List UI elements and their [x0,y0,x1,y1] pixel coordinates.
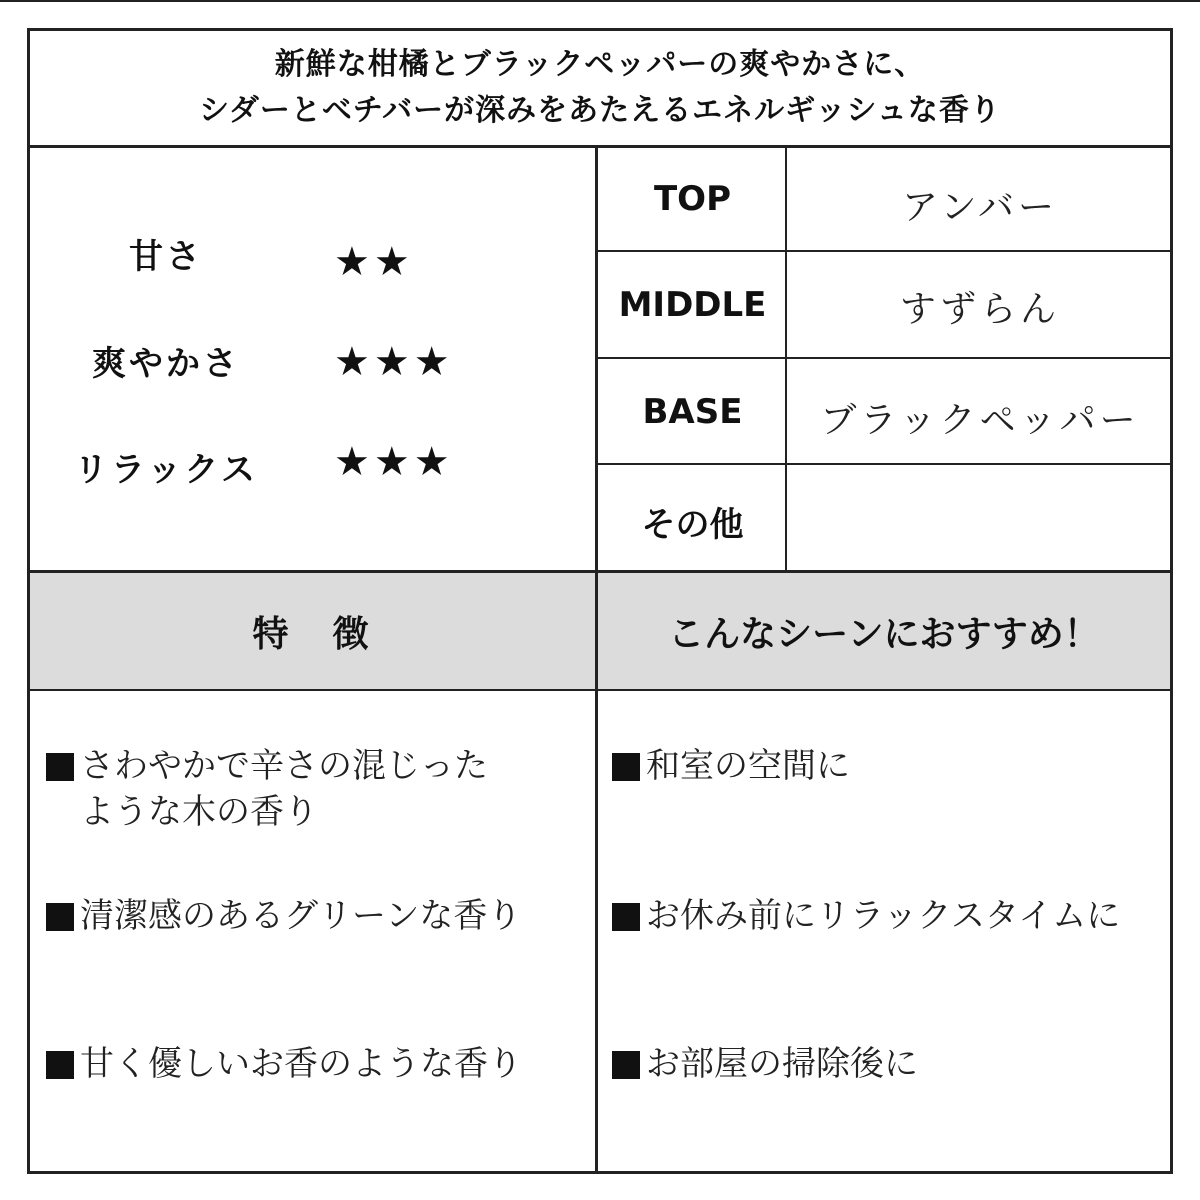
scene-item [612,893,1162,939]
rating-label-sweetness: 甘さ [129,237,203,277]
scene-item-line: お部屋の掃除後に [646,1044,918,1084]
feature-item-line: さわやかで辛さの混じった [80,746,488,786]
note-label-other: その他 [641,505,744,545]
feature-item [46,893,586,939]
scene-item [612,743,1162,789]
note-value-top: アンバー [901,187,1059,228]
feature-item-line: 清潔感のあるグリーンな香り [80,896,522,936]
rating-label-freshness: 爽やかさ [92,344,240,384]
fragrance-card [27,28,1173,1174]
note-label-base: BASE [642,392,743,432]
note-value-base: ブラックペッパー [820,400,1140,441]
scenes-header [598,573,1170,689]
square-bullet-icon [46,1051,74,1079]
features-header [30,573,595,689]
scene-item-line: お休み前にリラックスタイムに [646,896,1121,936]
headline-line-1: 新鮮な柑橘とブラックペッパーの爽やかさに、 [274,47,926,82]
note-value-middle: すずらん [899,289,1061,330]
square-bullet-icon [46,753,74,781]
square-bullet-icon [46,903,74,931]
scene-item [612,1041,1162,1087]
features-title: 特 徴 [252,613,373,655]
rating-label-relax: リラックス [74,450,258,490]
feature-item [46,743,586,835]
scene-item-line: 和室の空間に [646,746,850,786]
note-label-top: TOP [653,179,731,219]
note-label-middle: MIDDLE [618,285,767,325]
feature-item-line: ような木の香り [80,792,318,832]
rating-stars-freshness: ★★★ [334,339,454,385]
notes-row-divider [598,463,1170,465]
feature-item [46,1041,586,1087]
top-rule [0,0,1200,2]
notes-divider [785,148,787,573]
square-bullet-icon [612,1051,640,1079]
rating-stars-sweetness: ★★ [334,239,414,285]
feature-item-line: 甘く優しいお香のような香り [80,1044,522,1084]
square-bullet-icon [612,753,640,781]
scenes-title: こんなシーンにおすすめ！ [668,613,1100,655]
notes-row-divider [598,250,1170,252]
rating-stars-relax: ★★★ [334,439,454,485]
headline-line-2: シダーとベチバーが深みをあたえるエネルギッシュな香り [199,93,1001,128]
square-bullet-icon [612,903,640,931]
headline [30,31,1170,148]
notes-row-divider [598,357,1170,359]
